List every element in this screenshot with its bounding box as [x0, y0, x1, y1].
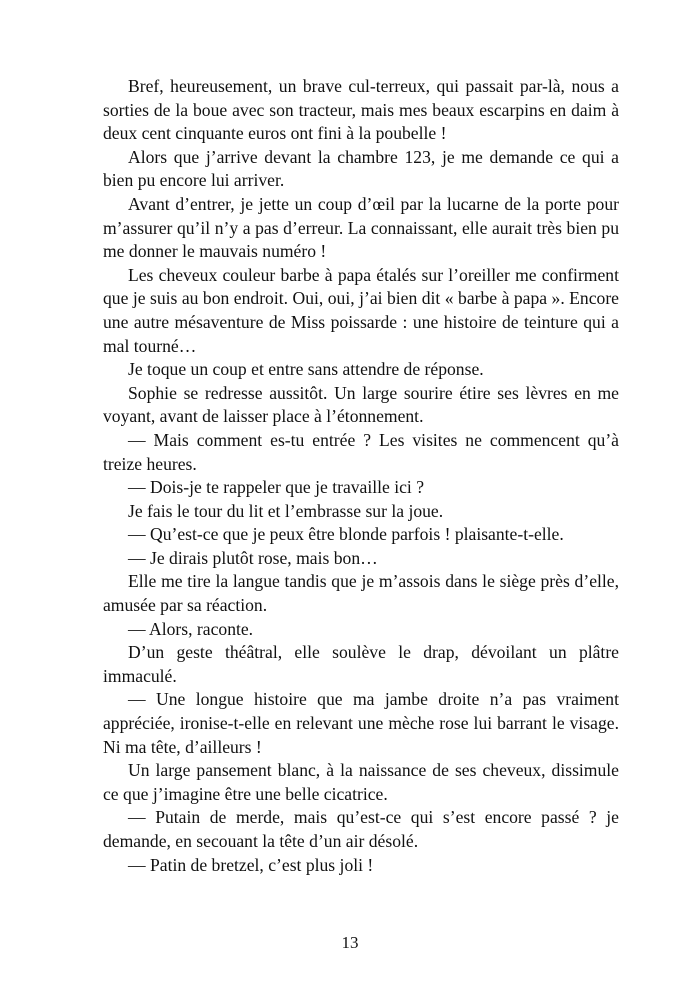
paragraph: Je fais le tour du lit et l’embrasse sur la joue.	[128, 500, 444, 521]
dialogue-line: — Qu’est-ce que je peux être blonde parfois ! plaisante-t-elle.	[128, 524, 564, 545]
dialogue-line: — Je dirais plutôt rose, mais bon…	[128, 547, 378, 568]
page-number: 13	[341, 933, 359, 952]
body-text	[103, 75, 619, 877]
paragraph: Un large pansement blanc, à la naissance de ses cheveux, dissimule ce que j’imagine être une belle cicatrice.	[103, 760, 619, 804]
paragraph: Avant d’entrer, je jette un coup d’œil par la lucarne de la porte pour m’assurer qu’il n’y a pas d’erreur. La connaissant, elle aurait très bien pu me donner le mauvais numéro !	[103, 193, 619, 262]
paragraph: Alors que j’arrive devant la chambre 123, je me demande ce qui a bien pu encore lui arriver.	[103, 146, 619, 191]
paragraph: Bref, heureusement, un brave cul-terreux, qui passait par-là, nous a sorties de la boue avec son tracteur, mais mes beaux escarpins en daim à deux cent cinquante euros ont fini à la poubelle !	[103, 76, 619, 144]
paragraph: Elle me tire la langue tandis que je m’assois dans le siège près d’elle, amusée par sa réaction.	[103, 571, 619, 616]
dialogue-line: — Patin de bretzel, c’est plus joli !	[128, 854, 374, 875]
dialogue-line: — Dois-je te rappeler que je travaille ici ?	[128, 477, 425, 498]
dialogue-line: — Une longue histoire que ma jambe droite n’a pas vraiment appréciée, ironise-t-elle en relevant une mèche rose lui barrant le visage. Ni ma tête, d’ailleurs !	[103, 689, 619, 757]
paragraph: Les cheveux couleur barbe à papa étalés sur l’oreiller me confirment que je suis au bon endroit. Oui, oui, j’ai bien dit « barbe à papa ». Encore une autre mésaventure de Miss poissarde : une histoire de teinture qui a mal tourné…	[103, 264, 619, 356]
dialogue-line: — Mais comment es-tu entrée ? Les visites ne commencent qu’à treize heures.	[103, 429, 619, 474]
paragraph: Je toque un coup et entre sans attendre de réponse.	[128, 359, 484, 380]
paragraph: D’un geste théâtral, elle soulève le drap, dévoilant un plâtre immaculé.	[103, 642, 619, 686]
dialogue-line: — Putain de merde, mais qu’est-ce qui s’est encore passé ? je demande, en secouant la tête d’un air désolé.	[103, 807, 619, 851]
dialogue-line: — Alors, raconte.	[128, 618, 254, 639]
paragraph: Sophie se redresse aussitôt. Un large sourire étire ses lèvres en me voyant, avant de laisser place à l’étonnement.	[103, 382, 619, 427]
